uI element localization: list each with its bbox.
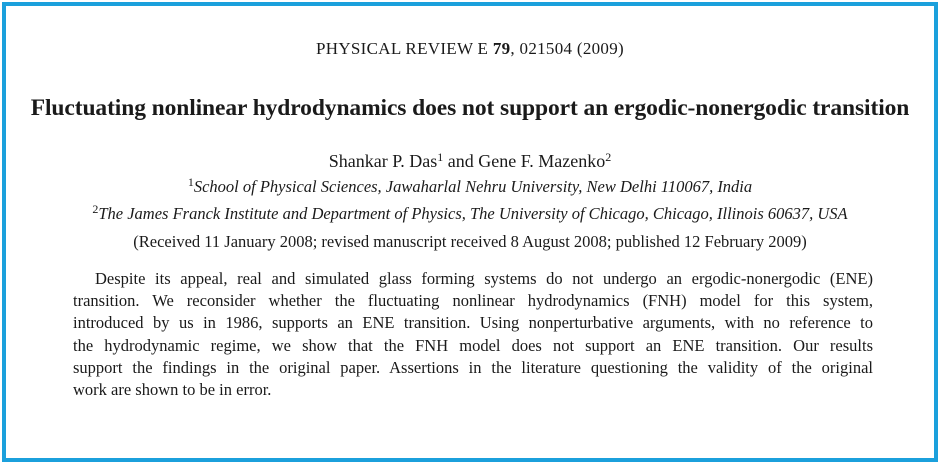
affiliation-marker: 2 — [92, 202, 99, 216]
journal-header — [6, 39, 934, 59]
author-conjunction: and — [447, 151, 474, 171]
affiliation — [6, 177, 934, 197]
abstract — [73, 268, 873, 401]
author-affil-marker: 1 — [437, 150, 444, 164]
abstract-line: the hydrodynamic regime, we show that the FNH model does not support an ENE transition. Our results — [73, 335, 873, 355]
affiliation — [6, 204, 934, 224]
affiliation-marker: 1 — [187, 175, 194, 189]
author-name: Shankar P. Das — [328, 151, 438, 171]
author-list — [6, 151, 934, 172]
paper-frame — [2, 2, 938, 462]
abstract-line: support the findings in the original paper. Assertions in the literature questioning the validity of the original — [73, 357, 873, 377]
author-name: Gene F. Mazenko — [478, 151, 606, 171]
abstract-line: introduced by us in 1986, supports an ENE transition. Using nonperturbative arguments, with no reference to — [73, 313, 873, 333]
received-dates: (Received 11 January 2008; revised manuscript received 8 August 2008; published 12 February 2009) — [133, 232, 807, 251]
journal-volume: 79 — [492, 39, 511, 58]
affiliation-text: School of Physical Sciences, Jawaharlal Nehru University, New Delhi 110067, India — [193, 177, 753, 196]
paper-title: Fluctuating nonlinear hydrodynamics does not support an ergodic-nonergodic transition — [30, 95, 910, 121]
abstract-line: Despite its appeal, real and simulated glass forming systems do not undergo an ergodic-nonergodic (ENE) — [95, 269, 873, 288]
journal-article-info: , 021504 (2009) — [510, 39, 624, 58]
author-affil-marker: 2 — [605, 150, 612, 164]
journal-name: PHYSICAL REVIEW E — [315, 39, 489, 58]
abstract-line: transition. We reconsider whether the fluctuating nonlinear hydrodynamics (FNH) model for this system, — [73, 291, 873, 311]
affiliation-text: The James Franck Institute and Department of Physics, The University of Chicago, Chicago, Illinois 60637, USA — [98, 204, 848, 223]
abstract-line: work are shown to be in error. — [73, 380, 272, 400]
